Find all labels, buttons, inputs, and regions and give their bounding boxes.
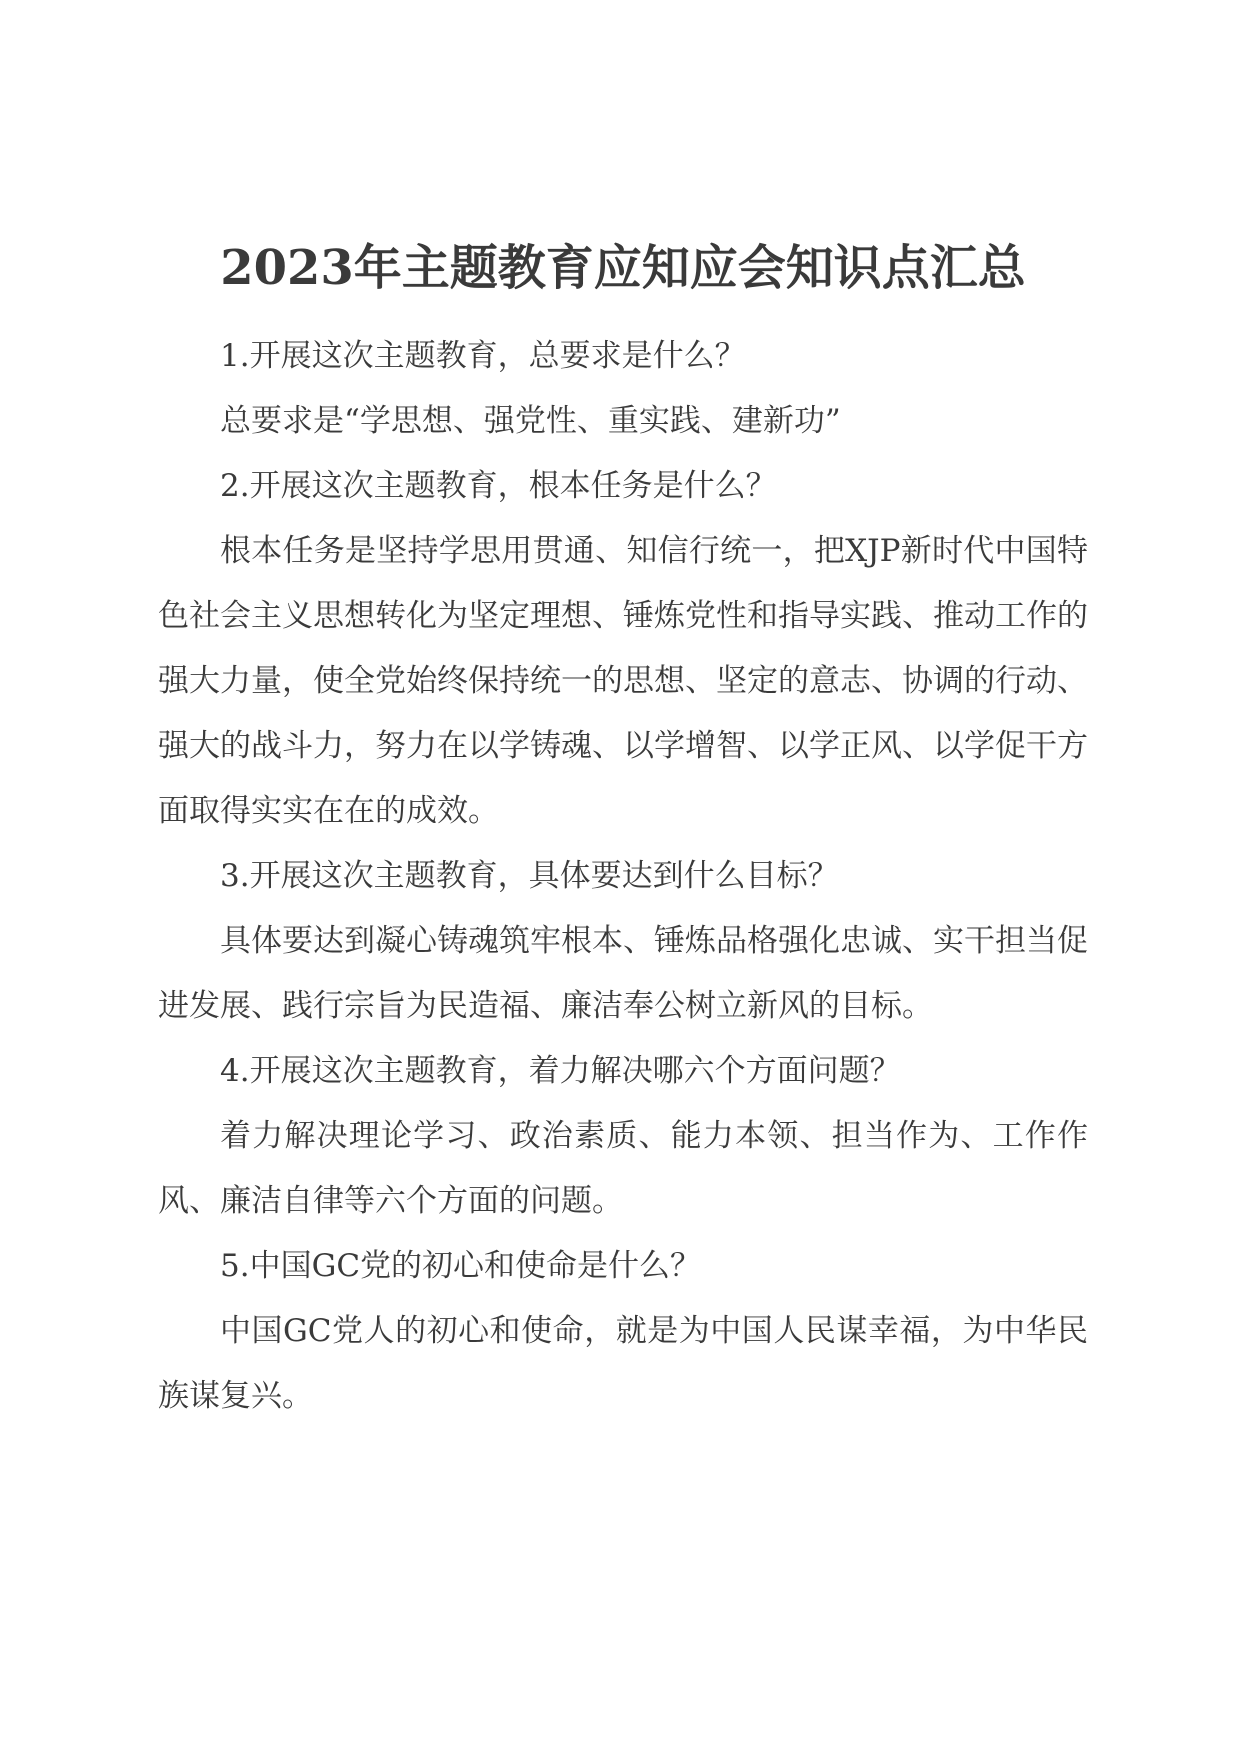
answer-1: 总要求是“学思想、强党性、重实践、建新功”	[220, 403, 841, 439]
question-2: 2.开展这次主题教育，根本任务是什么？	[220, 468, 777, 504]
question-3: 3.开展这次主题教育，具体要达到什么目标？	[220, 858, 839, 894]
answer-4: 着力解决理论学习、政治素质、能力本领、担当作为、工作作风、廉洁自律等六个方面的问题。	[158, 1118, 1088, 1219]
answer-5: 中国GC党人的初心和使命，就是为中国人民谋幸福，为中华民族谋复兴。	[158, 1313, 1088, 1414]
document-title: 2023年主题教育应知应会知识点汇总	[220, 240, 1026, 296]
question-4: 4.开展这次主题教育，着力解决哪六个方面问题？	[220, 1053, 901, 1089]
question-5: 5.中国GC党的初心和使命是什么？	[220, 1248, 702, 1284]
document-body	[158, 232, 1088, 1429]
question-1: 1.开展这次主题教育，总要求是什么？	[220, 338, 746, 374]
answer-2: 根本任务是坚持学思用贯通、知信行统一，把XJP新时代中国特色社会主义思想转化为坚定理想、锤炼党性和指导实践、推动工作的强大力量，使全党始终保持统一的思想、坚定的意志、协调的行动、强大的战斗力，努力在以学铸魂、以学增智、以学正风、以学促干方面取得实实在在的成效。	[158, 533, 1088, 829]
answer-3: 具体要达到凝心铸魂筑牢根本、锤炼品格强化忠诚、实干担当促进发展、践行宗旨为民造福、廉洁奉公树立新风的目标。	[158, 923, 1088, 1024]
